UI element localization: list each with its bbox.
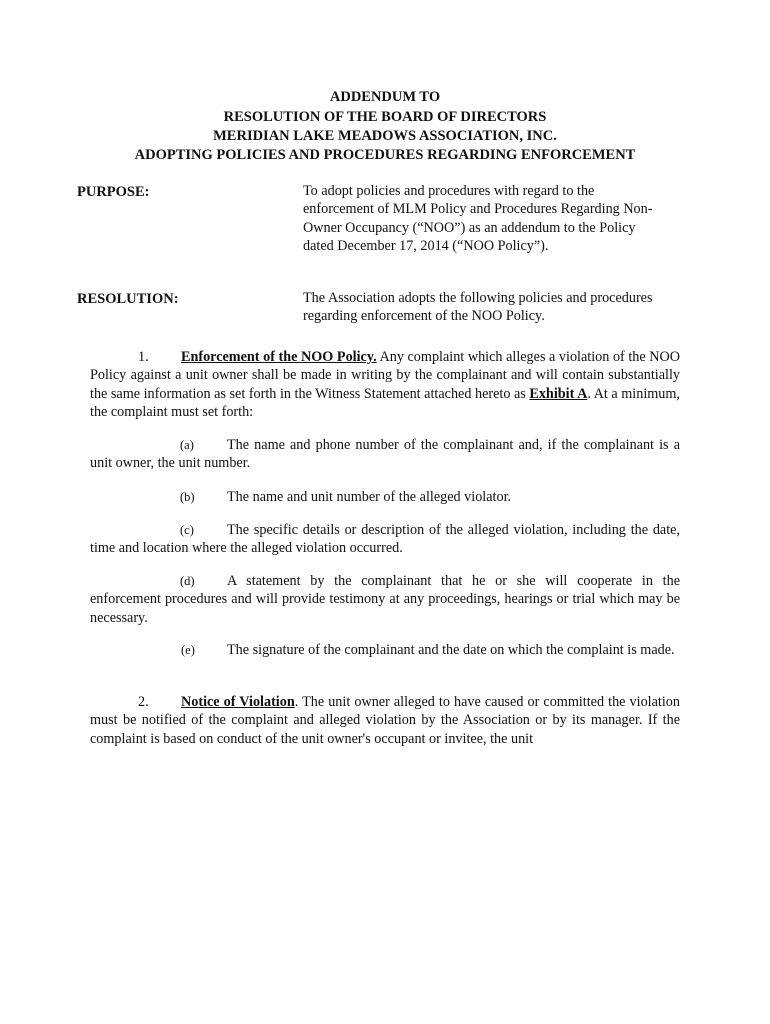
resolution-text: The Association adopts the following policies and procedures regarding enforcement of the NOO Policy. — [303, 290, 653, 325]
list-item-a — [90, 436, 680, 473]
section-2-heading: Notice of Violation — [181, 694, 295, 710]
title-line-4: ADOPTING POLICIES AND PROCEDURES REGARDING ENFORCEMENT — [134, 147, 636, 163]
list-item-b-letter: (b) — [180, 490, 195, 504]
document-title — [0, 88, 770, 165]
section-2 — [90, 693, 680, 748]
list-item-d-letter: (d) — [180, 574, 195, 588]
list-item-c-letter: (c) — [180, 523, 194, 537]
resolution-label: RESOLUTION: — [77, 291, 179, 307]
list-item-c-text: The specific details or description of the alleged violation, including the date, time and location where the alleged violation occurred. — [90, 522, 680, 557]
title-line-3: MERIDIAN LAKE MEADOWS ASSOCIATION, INC. — [213, 128, 557, 144]
exhibit-a-reference: Exhibit A — [529, 385, 588, 402]
list-item-c — [90, 521, 680, 558]
list-item-d-text: A statement by the complainant that he or she will cooperate in the enforcement procedures and will provide testimony at any proceedings, hearings or trial which may be necessary. — [90, 573, 680, 626]
list-item-b — [90, 488, 680, 506]
list-item-a-letter: (a) — [180, 438, 194, 452]
purpose-text: To adopt policies and procedures with regard to the enforcement of MLM Policy and Procedures Regarding Non-Owner Occupancy (“NOO”) as an addendum to the Policy dated December 17, 2014 (“NOO Policy”). — [303, 183, 653, 254]
list-item-d — [90, 572, 680, 627]
list-item-e-text: The signature of the complainant and the date on which the complaint is made. — [227, 642, 675, 658]
section-1 — [90, 348, 680, 421]
purpose-label: PURPOSE: — [77, 184, 150, 200]
list-item-e-letter: (e) — [181, 643, 195, 657]
title-line-1: ADDENDUM TO — [329, 89, 441, 105]
list-item-e — [181, 641, 688, 659]
list-item-a-text: The name and phone number of the complainant and, if the complainant is a unit owner, the unit number. — [90, 437, 680, 472]
section-2-body: . The unit owner alleged to have caused or committed the violation must be notified of the complaint and alleged violation by the Association or by its manager. If the complaint is based on conduct of the unit owner's occupant or invitee, the unit — [90, 694, 680, 747]
section-1-heading: Enforcement of the NOO Policy. — [181, 349, 377, 365]
title-line-2: RESOLUTION OF THE BOARD OF DIRECTORS — [223, 109, 547, 125]
list-item-b-text: The name and unit number of the alleged violator. — [227, 489, 512, 505]
section-1-number: 1. — [138, 349, 149, 365]
section-1-body: Any complaint which alleges a violation of the NOO Policy against a unit owner shall be made in writing by the complainant and will contain substantially the same information as set forth in the Witness Statement attached hereto as — [90, 349, 680, 402]
section-2-number: 2. — [138, 694, 149, 710]
section-1-body-end: . At a minimum, the complaint must set forth: — [90, 385, 680, 420]
